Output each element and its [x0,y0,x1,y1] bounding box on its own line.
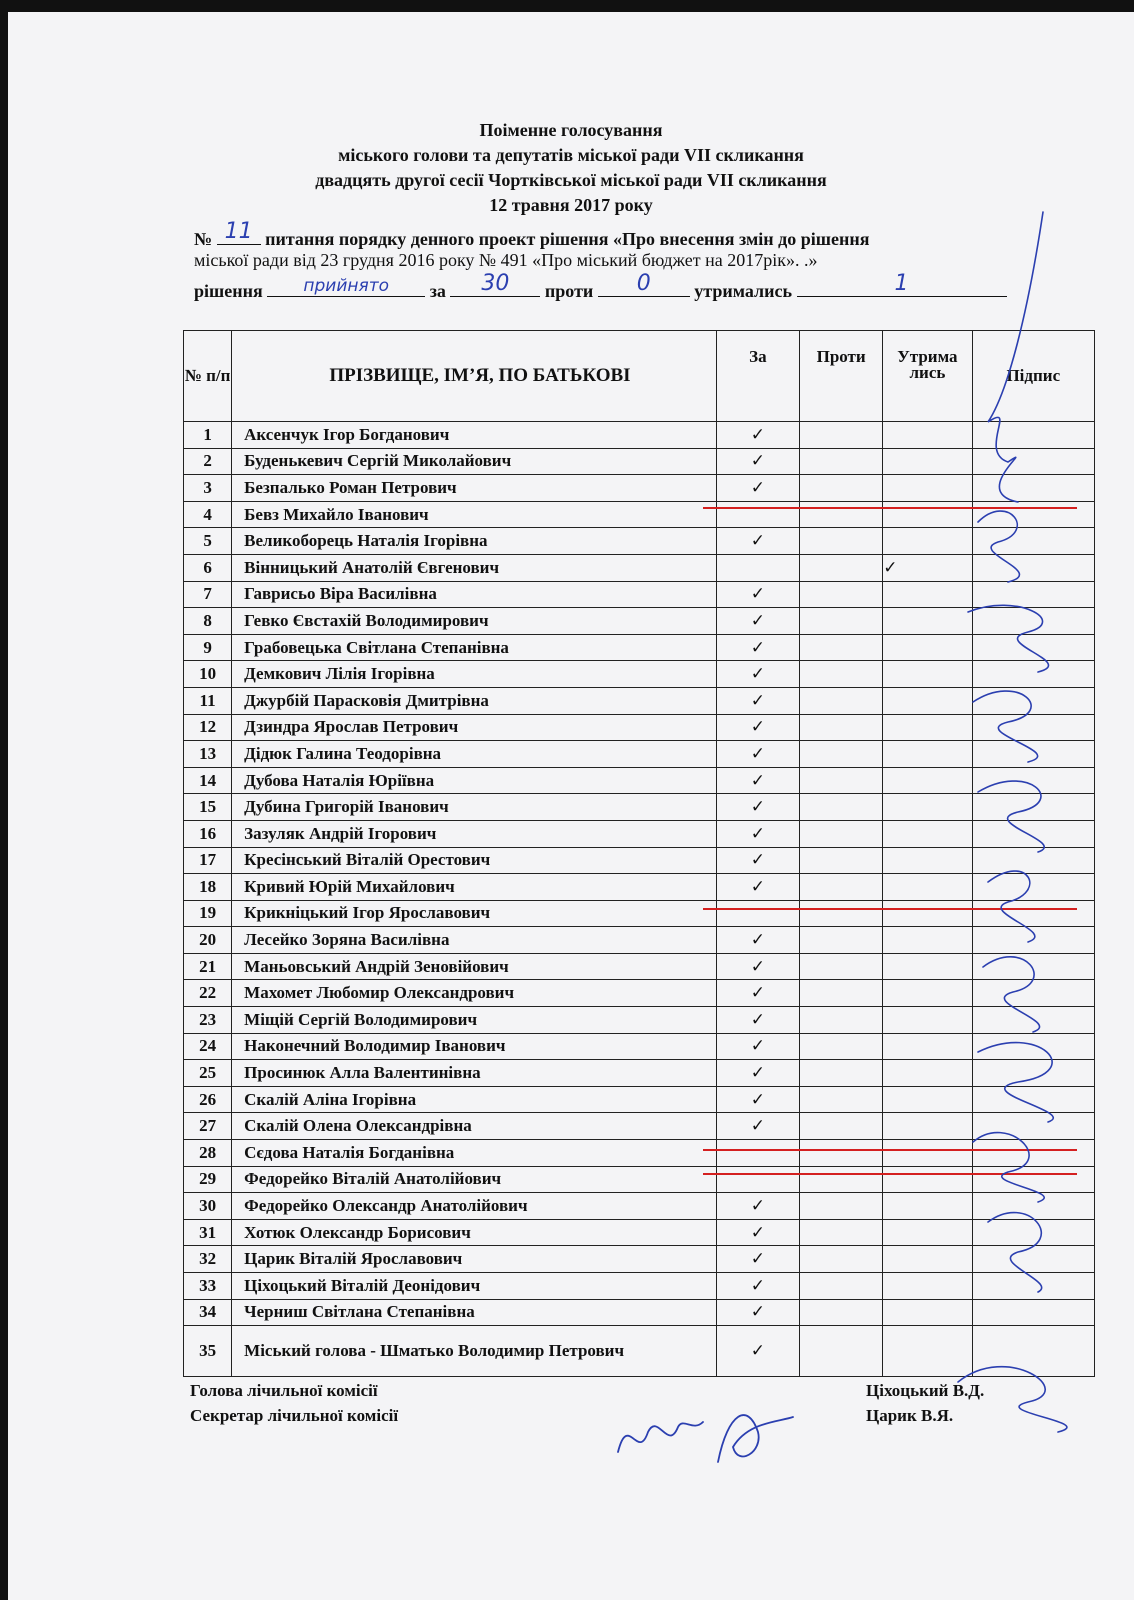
row-proty-cell [800,687,883,714]
row-name: Дідюк Галина Теодорівна [232,741,717,768]
row-za-mark: ✓ [716,847,799,874]
row-za-mark: ✓ [716,1326,799,1377]
row-num: 35 [184,1326,232,1377]
row-proty-cell [800,1246,883,1273]
decision-line [194,271,1007,302]
row-za-mark: ✓ [716,1086,799,1113]
secretary-name: Царик В.Я. [866,1406,954,1425]
row-name: Бевз Михайло Іванович [232,501,717,528]
row-proty-cell [800,927,883,954]
row-num: 26 [184,1086,232,1113]
row-num: 12 [184,714,232,741]
row-proty-cell [800,1113,883,1140]
row-num: 27 [184,1113,232,1140]
document-page [8,12,1134,1600]
row-num: 23 [184,1007,232,1034]
row-name: Просинюк Алла Валентинівна [232,1060,717,1087]
row-proty-cell [800,1007,883,1034]
row-za-mark: ✓ [716,874,799,901]
row-num: 33 [184,1273,232,1300]
row-za-mark: ✓ [716,687,799,714]
row-num: 19 [184,900,232,927]
row-num: 1 [184,422,232,449]
row-name: Сєдова Наталія Богданівна [232,1140,717,1167]
agenda-item-text-2: міської ради від 23 грудня 2016 року № 491 «Про міський бюджет на 2017рік». .» [194,250,818,270]
row-za-mark: ✓ [716,661,799,688]
row-za-mark: ✓ [716,980,799,1007]
row-proty-cell [800,1299,883,1326]
za-field [450,271,540,297]
agenda-no-field [217,219,261,245]
utrym-handwritten: 1 [894,271,909,296]
row-num: 11 [184,687,232,714]
row-num: 2 [184,448,232,475]
row-name: Безпалько Роман Петрович [232,475,717,502]
row-utrym-mark: ✓ [883,554,972,581]
row-name: Черниш Світлана Степанівна [232,1299,717,1326]
row-proty-cell [800,1219,883,1246]
row-proty-cell [800,741,883,768]
row-za-mark: ✓ [716,820,799,847]
row-proty-cell [800,581,883,608]
header-name: ПРІЗВИЩЕ, ІМ’Я, ПО БАТЬКОВІ [232,331,717,422]
za-label: за [429,281,446,301]
row-num: 15 [184,794,232,821]
row-num: 6 [184,554,232,581]
row-num: 24 [184,1033,232,1060]
row-name: Аксенчук Ігор Богданович [232,422,717,449]
row-proty-cell [800,874,883,901]
row-name: Дубова Наталія Юріївна [232,767,717,794]
row-num: 17 [184,847,232,874]
row-proty-cell [800,953,883,980]
row-proty-cell [800,1273,883,1300]
row-proty-cell [800,528,883,555]
row-za-mark: ✓ [716,741,799,768]
row-name: Лесейко Зоряна Василівна [232,927,717,954]
doc-subtitle-session: двадцять другої сесії Чортківської міської ради VII скликання [315,170,827,190]
agenda-line [194,219,870,250]
row-num: 13 [184,741,232,768]
row-name: Великоборець Наталія Ігорівна [232,528,717,555]
row-za-mark: ✓ [716,422,799,449]
signature-scribbles [948,192,1118,1442]
proty-field [598,271,690,297]
row-proty-cell [800,1166,883,1193]
row-proty-cell [800,820,883,847]
row-name: Федорейко Віталій Анатолійович [232,1166,717,1193]
row-num: 32 [184,1246,232,1273]
row-num: 8 [184,608,232,635]
row-za-mark: ✓ [716,1273,799,1300]
row-name: Федорейко Олександр Анатолійович [232,1193,717,1220]
row-num: 22 [184,980,232,1007]
za-handwritten: 30 [481,271,510,296]
row-num: 18 [184,874,232,901]
row-name: Дзиндра Ярослав Петрович [232,714,717,741]
row-name: Вінницький Анатолій Євгенович [232,554,717,581]
row-proty-cell [800,634,883,661]
header-sign: Підпис [972,331,1094,422]
row-name: Зазуляк Андрій Ігорович [232,820,717,847]
row-za-mark [716,1166,799,1193]
row-za-mark: ✓ [716,714,799,741]
row-name: Царик Віталій Ярославович [232,1246,717,1273]
row-za-mark: ✓ [716,1033,799,1060]
chair-name: Ціхоцький В.Д. [866,1381,985,1400]
decision-field [267,276,425,297]
row-za-mark: ✓ [716,1219,799,1246]
row-za-mark [716,900,799,927]
header-utrym: Утрима лись [883,331,972,422]
row-proty-cell [800,714,883,741]
row-za-mark [716,554,799,581]
row-za-mark: ✓ [716,1113,799,1140]
row-name: Джурбій Парасковія Дмитрівна [232,687,717,714]
row-proty-cell [800,1086,883,1113]
header-proty: Проти [800,331,883,422]
row-proty-cell [800,422,883,449]
row-proty-cell [800,1060,883,1087]
row-name: Крикніцький Ігор Ярославович [232,900,717,927]
row-name: Гевко Євстахій Володимирович [232,608,717,635]
row-za-mark: ✓ [716,794,799,821]
row-za-mark: ✓ [716,1299,799,1326]
decision-handwritten: прийнято [303,276,390,296]
row-name: Грабовецька Світлана Степанівна [232,634,717,661]
agenda-no-label: № [194,229,213,249]
row-name: Хотюк Олександр Борисович [232,1219,717,1246]
row-proty-cell [800,1326,883,1377]
utrym-label: утримались [694,281,792,301]
row-name: Махомет Любомир Олександрович [232,980,717,1007]
row-name: Гаврисьо Віра Василівна [232,581,717,608]
proty-handwritten: 0 [636,271,651,296]
row-proty-cell [800,448,883,475]
row-name: Наконечний Володимир Іванович [232,1033,717,1060]
row-name: Скалій Аліна Ігорівна [232,1086,717,1113]
row-za-mark: ✓ [716,581,799,608]
row-num: 4 [184,501,232,528]
row-num: 14 [184,767,232,794]
secretary-label: Секретар лічильної комісії [190,1406,399,1425]
row-num: 16 [184,820,232,847]
row-num: 28 [184,1140,232,1167]
row-num: 20 [184,927,232,954]
row-za-mark: ✓ [716,475,799,502]
header-za: За [716,331,799,422]
row-num: 7 [184,581,232,608]
row-za-mark: ✓ [716,1060,799,1087]
row-proty-cell [800,554,883,581]
doc-title: Поіменне голосування [479,120,663,140]
row-num: 3 [184,475,232,502]
chair-label: Голова лічильної комісії [190,1381,378,1400]
row-proty-cell [800,1140,883,1167]
row-za-mark: ✓ [716,528,799,555]
row-za-mark: ✓ [716,927,799,954]
row-proty-cell [800,608,883,635]
row-za-mark: ✓ [716,448,799,475]
row-name: Маньовський Андрій Зеновійович [232,953,717,980]
row-za-mark: ✓ [716,1193,799,1220]
commission-signatures [608,1392,808,1482]
row-num: 34 [184,1299,232,1326]
row-num: 29 [184,1166,232,1193]
row-name: Дубина Григорій Іванович [232,794,717,821]
row-proty-cell [800,1193,883,1220]
row-name: Буденькевич Сергій Миколайович [232,448,717,475]
row-za-mark: ✓ [716,634,799,661]
agenda-no-handwritten: 11 [224,219,253,244]
row-num: 25 [184,1060,232,1087]
row-num: 21 [184,953,232,980]
row-num: 30 [184,1193,232,1220]
row-name: Демкович Лілія Ігорівна [232,661,717,688]
row-proty-cell [800,980,883,1007]
row-proty-cell [800,794,883,821]
row-name: Міщій Сергій Володимирович [232,1007,717,1034]
row-name: Кресінський Віталій Орестович [232,847,717,874]
row-za-mark [716,501,799,528]
decision-label: рішення [194,281,263,301]
row-proty-cell [800,1033,883,1060]
row-name: Ціхоцький Віталій Деонідович [232,1273,717,1300]
row-za-mark [716,1140,799,1167]
row-num: 5 [184,528,232,555]
proty-label: проти [544,281,594,301]
row-za-mark: ✓ [716,608,799,635]
row-proty-cell [800,501,883,528]
row-name: Кривий Юрій Михайлович [232,874,717,901]
row-num: 9 [184,634,232,661]
agenda-item-text: питання порядку денного проект рішення «Про внесення змін до рішення [265,229,870,249]
row-za-mark: ✓ [716,1007,799,1034]
row-name: Міський голова - Шматько Володимир Петрович [232,1326,717,1377]
row-proty-cell [800,475,883,502]
row-proty-cell [800,767,883,794]
row-za-mark: ✓ [716,953,799,980]
doc-subtitle-council: міського голови та депутатів міської ради VII скликання [338,145,804,165]
row-name: Скалій Олена Олександрівна [232,1113,717,1140]
row-proty-cell [800,661,883,688]
row-za-mark: ✓ [716,1246,799,1273]
row-num: 31 [184,1219,232,1246]
row-proty-cell [800,900,883,927]
row-num: 10 [184,661,232,688]
header-num: № п/п [184,331,232,422]
row-proty-cell [800,847,883,874]
doc-date: 12 травня 2017 року [489,195,653,215]
row-za-mark: ✓ [716,767,799,794]
